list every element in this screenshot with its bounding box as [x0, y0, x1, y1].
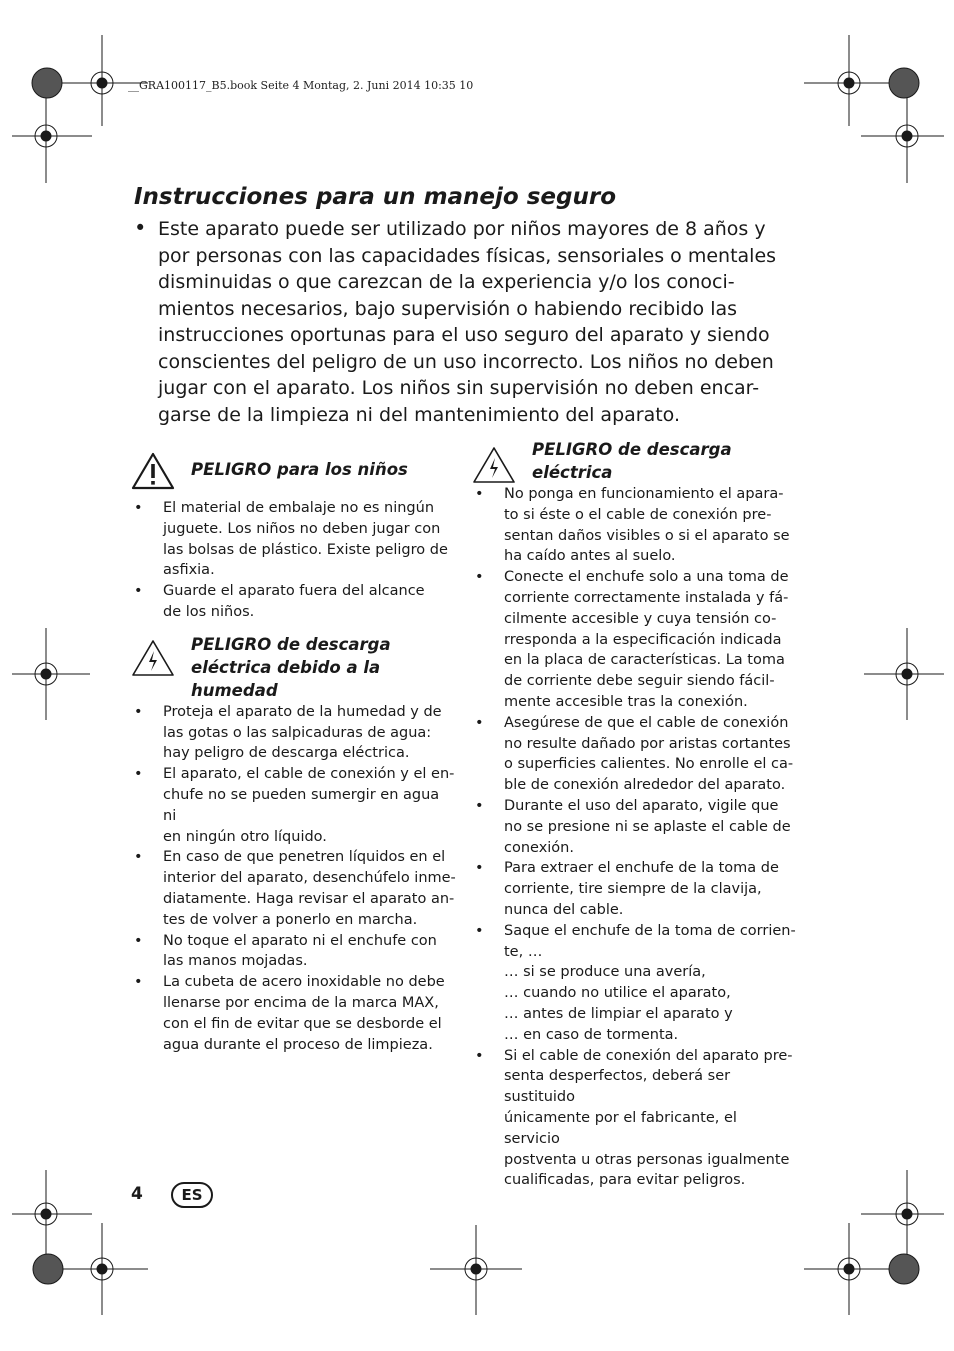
list-item [472, 858, 797, 920]
intro-text: Este aparato puede ser utilizado por niños mayores de 8 años y por personas con las capacidades físicas, sensoriales o mentales disminuidas o que carezcan de la experiencia y/o los conoci- mientos necesarios, bajo supervisión o habiendo recibido las instrucciones oportunas para el uso seguro del aparato y siendo conscientes del peligro de un uso incorrecto. Los niños no deben jugar con el aparato. Los niños sin supervisión no deben encar- garse de la limpieza ni del mantenimiento del aparato. [158, 218, 777, 426]
section-electric-danger [472, 438, 797, 484]
list-item-text: No ponga en funcionamiento el apara- to si éste o el cable de conexión pre- sentan daños visibles o si el aparato se ha caído antes al suelo. [504, 486, 790, 565]
bullet: • [475, 1047, 484, 1064]
registration-mark-top-right [794, 0, 954, 190]
humidity-danger-list [131, 702, 456, 1056]
bullet: • [134, 766, 143, 783]
electric-shock-warning-icon [472, 446, 516, 484]
list-item-text: Asegúrese de que el cable de conexión no resulte dañado por aristas cortantes o superficies calientes. No enrolle el ca- ble de conexión alrededor del aparato. [504, 714, 794, 794]
language-badge: ES [171, 1182, 213, 1208]
list-item [131, 931, 456, 973]
left-column [131, 448, 456, 1055]
section-title: PELIGRO de descarga eléctrica debido a la humedad [191, 634, 391, 700]
children-danger-list [131, 498, 456, 623]
section-humidity-danger [131, 633, 456, 702]
bullet: • [134, 849, 143, 866]
list-item [472, 713, 797, 796]
section-title: PELIGRO para los niños [191, 460, 408, 479]
bullet: • [475, 486, 484, 502]
sub-list-item: … en caso de tormenta. [504, 1026, 679, 1043]
list-item-text: Saque el enchufe de la toma de corrien- te, … [504, 922, 796, 960]
sub-list-item: … si se produce una avería, [504, 964, 706, 981]
right-column [472, 438, 797, 1191]
bullet: • [475, 569, 484, 586]
list-item [131, 498, 456, 581]
list-item [472, 567, 797, 713]
list-item [131, 581, 456, 623]
bullet: • [475, 797, 484, 814]
color-wheel-icon [32, 68, 62, 98]
registration-mark-mid-right [864, 620, 954, 730]
list-item-text: El material de embalaje no es ningún juguete. Los niños no deben jugar con las bolsas de plástico. Existe peligro de asfixia. [163, 500, 448, 579]
color-wheel-icon [889, 68, 919, 98]
list-item-text: Guarde el aparato fuera del alcance de los niños. [163, 583, 425, 620]
list-item-text: No toque el aparato ni el enchufe con las manos mojadas. [163, 932, 437, 970]
registration-mark-mid-left [0, 620, 90, 730]
list-item-text: La cubeta de acero inoxidable no debe llenarse por encima de la marca MAX, con el fin de evitar que se desborde el agua durante el proceso de limpieza. [163, 974, 445, 1053]
bullet: • [134, 974, 143, 991]
print-header: __GRA100117_B5.book Seite 4 Montag, 2. Juni 2014 10:35 10 [128, 79, 474, 92]
list-item-text: Conecte el enchufe solo a una toma de corriente correctamente instalada y fá- cilmente accesible y cuya tensión co- rresponda a la especificación indicada en la placa de características. La toma de corriente debe seguir siendo fácil- mente accesible tras la conexión. [504, 569, 789, 710]
bullet: • [134, 932, 143, 949]
registration-mark-top-left [0, 0, 160, 190]
list-item [472, 796, 797, 858]
bullet: • [134, 703, 143, 720]
list-item [131, 847, 456, 930]
list-item [131, 702, 456, 764]
page-title: Instrucciones para un manejo seguro [134, 184, 616, 210]
sub-list-item: … cuando no utilice el aparato, [504, 985, 731, 1002]
electric-shock-warning-icon [131, 639, 175, 677]
section-children-danger [131, 458, 456, 502]
list-item [131, 972, 456, 1055]
list-item [472, 484, 797, 567]
intro-paragraph [134, 216, 804, 428]
list-item-text: Proteja el aparato de la humedad y de las gotas o las salpicaduras de agua: hay peligro de descarga eléctrica. [163, 703, 442, 762]
list-item-text: El aparato, el cable de conexión y el en- chufe no se pueden sumergir en agua ni en ningún otro líquido. [163, 766, 455, 845]
color-wheel-icon [33, 1254, 63, 1284]
exclamation-warning-icon [131, 452, 175, 490]
list-item [131, 764, 456, 847]
bullet: • [475, 860, 484, 877]
sub-list-item: … antes de limpiar el aparato y [504, 1005, 733, 1022]
list-item-text: En caso de que penetren líquidos en el interior del aparato, desenchúfelo inme- diatamente. Haga revisar el aparato an- tes de volver a ponerlo en marcha. [163, 849, 456, 928]
page-number: 4 [131, 1184, 143, 1204]
registration-mark-bottom-center [430, 1220, 524, 1320]
list-item [472, 921, 797, 1046]
list-item [472, 1046, 797, 1192]
bullet: • [134, 583, 143, 600]
color-wheel-icon [889, 1254, 919, 1284]
list-item-text: Para extraer el enchufe de la toma de corriente, tire siempre de la clavija, nunca del cable. [504, 860, 779, 918]
sub-list [504, 962, 797, 1045]
electric-danger-list [472, 484, 797, 1191]
bullet: • [134, 500, 143, 516]
list-item-text: Si el cable de conexión del aparato pre- senta desperfectos, deberá ser sustituido únicamente por el fabricante, el servicio postventa u otras personas igualmente cualificadas, para evitar peligros. [504, 1047, 793, 1189]
section-title: PELIGRO de descarga eléctrica [532, 440, 732, 482]
registration-mark-bottom-right [794, 1165, 954, 1351]
list-item-text: Durante el uso del aparato, vigile que no se presione ni se aplaste el cable de conexión. [504, 797, 791, 856]
bullet: • [475, 922, 484, 939]
bullet: • [134, 216, 147, 240]
bullet: • [475, 714, 484, 731]
